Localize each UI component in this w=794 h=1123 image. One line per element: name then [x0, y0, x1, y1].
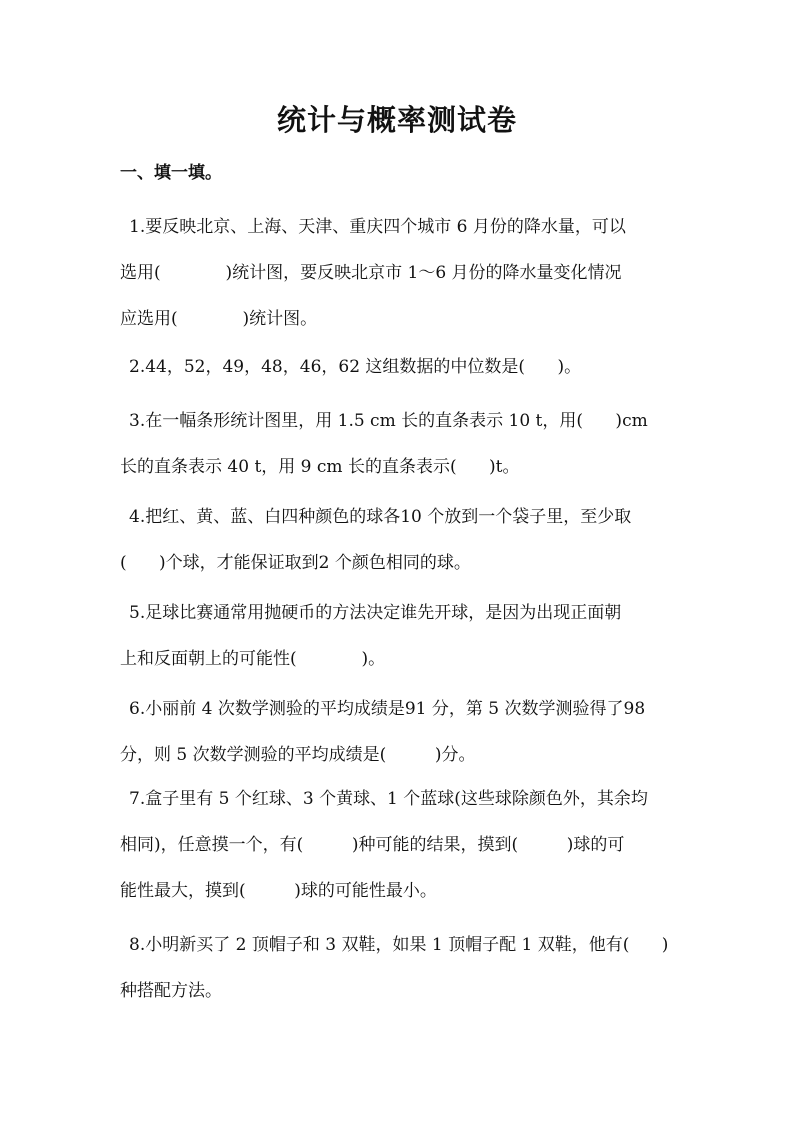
question-4: [120, 494, 676, 586]
question-line: 能性最大，摸到( )球的可能性最小。: [120, 881, 437, 901]
question-6: [120, 686, 676, 778]
question-8: [120, 922, 676, 1014]
question-line: 长的直条表示 40 t，用 9 cm 长的直条表示( )t。: [120, 457, 520, 477]
section-heading: 一、填一填。: [120, 163, 222, 183]
question-line: 3.在一幅条形统计图里，用 1.5 cm 长的直条表示 10 t，用( )cm: [129, 411, 648, 431]
question-line: 8.小明新买了 2 顶帽子和 3 双鞋，如果 1 顶帽子配 1 双鞋，他有( ): [129, 935, 669, 955]
question-3: [120, 398, 676, 490]
question-line: 种搭配方法。: [120, 981, 222, 1001]
question-line: 选用( )统计图，要反映北京市 1～6 月份的降水量变化情况: [120, 263, 622, 283]
question-line: 应选用( )统计图。: [120, 309, 318, 329]
question-line: ( )个球，才能保证取到2 个颜色相同的球。: [120, 553, 471, 573]
question-line: 分，则 5 次数学测验的平均成绩是( )分。: [120, 745, 476, 765]
question-7: [120, 776, 676, 914]
question-line: 2.44，52，49，48，46，62 这组数据的中位数是( )。: [129, 357, 582, 377]
question-1: [120, 204, 676, 342]
question-line: 相同)，任意摸一个，有( )种可能的结果，摸到( )球的可: [120, 835, 625, 855]
question-2: [120, 344, 676, 390]
question-line: 6.小丽前 4 次数学测验的平均成绩是91 分，第 5 次数学测验得了98: [129, 699, 646, 719]
question-line: 5.足球比赛通常用抛硬币的方法决定谁先开球，是因为出现正面朝: [129, 603, 622, 623]
question-line: 上和反面朝上的可能性( )。: [120, 649, 386, 669]
question-line: 1.要反映北京、上海、天津、重庆四个城市 6 月份的降水量，可以: [129, 217, 626, 237]
question-line: 4.把红、黄、蓝、白四种颜色的球各10 个放到一个袋子里，至少取: [129, 507, 632, 527]
question-5: [120, 590, 676, 682]
question-line: 7.盒子里有 5 个红球、3 个黄球、1 个蓝球(这些球除颜色外，其余均: [129, 789, 648, 809]
page-title: 统计与概率测试卷: [276, 103, 517, 137]
